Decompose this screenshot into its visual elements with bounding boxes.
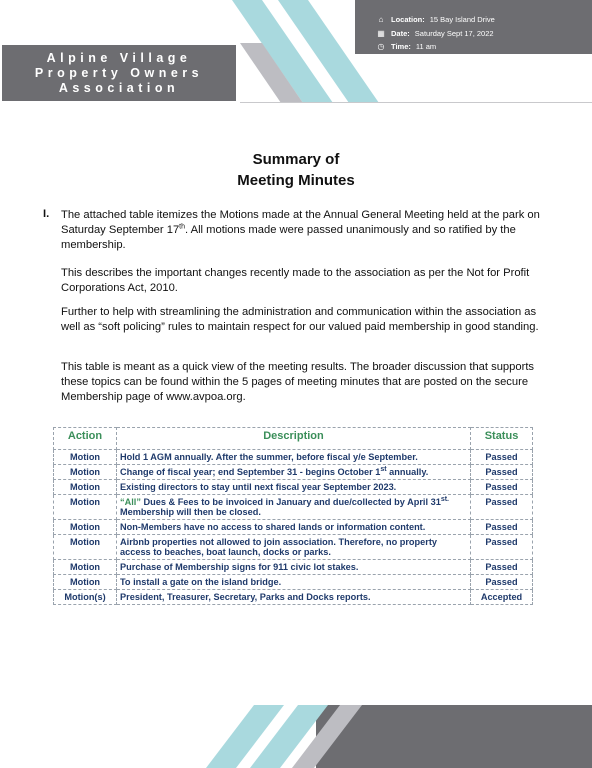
- row-description: Hold 1 AGM annually. After the summer, before fiscal y/e September.: [117, 450, 471, 465]
- row-status: Passed: [471, 560, 533, 575]
- row-action: Motion: [54, 520, 117, 535]
- clock-icon: ◷: [377, 42, 385, 51]
- paragraph-1-text-b: . All motions made were passed unanimously and so ratified by the membership.: [61, 224, 516, 251]
- row-action: Motion: [54, 575, 117, 590]
- row-description-sup: st: [380, 465, 387, 473]
- row-action: Motion: [54, 450, 117, 465]
- org-title: [2, 45, 236, 101]
- table-row: [54, 450, 533, 465]
- row-action: Motion(s): [54, 590, 117, 605]
- paragraph-4: This table is meant as a quick view of the meeting results. The broader discussion that supports these topics can be found within the 5 pages of meeting minutes that are posted on the secure Membership page of www.avpoa.org.: [61, 361, 535, 403]
- row-description-text-b: Membership will then be closed.: [120, 507, 261, 517]
- table-row: [54, 535, 533, 560]
- time-label: Time:: [391, 42, 411, 51]
- row-description-text-b: annually.: [386, 467, 429, 477]
- row-action: Motion: [54, 465, 117, 480]
- row-description-text-a: Change of fiscal year; end September 31 - begins October 1: [120, 467, 381, 477]
- header-action: Action: [54, 428, 117, 450]
- doc-title-line-2: Meeting Minutes: [237, 172, 355, 189]
- row-action: Motion: [54, 535, 117, 560]
- table-row: [54, 480, 533, 495]
- row-description: Purchase of Membership signs for 911 civic lot stakes.: [117, 560, 471, 575]
- calendar-icon: ▦: [377, 29, 385, 38]
- location-label: Location:: [391, 15, 425, 24]
- row-description: President, Treasurer, Secretary, Parks and Docks reports.: [117, 590, 471, 605]
- footer-dark-panel: [316, 705, 592, 768]
- row-description: Non-Members have no access to shared lands or information content.: [117, 520, 471, 535]
- row-description: [117, 465, 471, 480]
- date-value: Saturday Sept 17, 2022: [414, 29, 494, 38]
- table-row: [54, 590, 533, 605]
- paragraph-1-sup: th: [179, 223, 186, 231]
- paragraph-1-text-a: The attached table itemizes the Motions made at the Annual General Meeting held at the park on Saturday September 17: [61, 209, 540, 236]
- paragraph-2: This describes the important changes recently made to the association as per the Not for Profit Corporations Act, 2010.: [61, 267, 530, 294]
- motions-table: [53, 427, 533, 605]
- location-row: [376, 15, 495, 24]
- footer-graphics: [0, 700, 592, 768]
- row-action: Motion: [54, 495, 117, 520]
- row-status: Passed: [471, 520, 533, 535]
- table-row: [54, 495, 533, 520]
- org-title-line-1: Alpine Village: [46, 50, 192, 65]
- row-description: [117, 495, 471, 520]
- doc-title-line-1: Summary of: [252, 151, 340, 168]
- row-action: Motion: [54, 560, 117, 575]
- org-title-box: [0, 43, 240, 103]
- org-title-line-3: Association: [58, 80, 180, 95]
- row-description: Airbnb properties not allowed to join association. Therefore, no property access to beaches, boat launch, docks or parks.: [117, 535, 471, 560]
- date-row: [376, 29, 494, 38]
- row-action: Motion: [54, 480, 117, 495]
- row-description: Existing directors to stay until next fiscal year September 2023.: [117, 480, 471, 495]
- table-row: [54, 465, 533, 480]
- row-status: Passed: [471, 450, 533, 465]
- row-status: Passed: [471, 480, 533, 495]
- header-description: Description: [117, 428, 471, 450]
- date-label: Date:: [391, 29, 410, 38]
- paragraph-1: [61, 208, 551, 253]
- row-status: Passed: [471, 495, 533, 520]
- row-description-text-a: Dues & Fees to be invoiced in January and due/collected by April 31: [140, 497, 441, 507]
- time-row: [376, 42, 436, 51]
- header-status: Status: [471, 428, 533, 450]
- section-number: I.: [43, 208, 50, 220]
- table-row: [54, 520, 533, 535]
- row-status: Accepted: [471, 590, 533, 605]
- row-status: Passed: [471, 465, 533, 480]
- org-title-line-2: Property Owners: [34, 65, 204, 80]
- table-row: [54, 575, 533, 590]
- home-icon: ⌂: [378, 15, 384, 24]
- row-description-highlight: “All”: [120, 497, 141, 507]
- row-status: Passed: [471, 575, 533, 590]
- location-value: 15 Bay Island Drive: [429, 15, 495, 24]
- row-description: To install a gate on the island bridge.: [117, 575, 471, 590]
- row-status: Passed: [471, 535, 533, 560]
- row-description-sup: st.: [440, 495, 449, 503]
- table-header-row: [54, 428, 533, 450]
- table-row: [54, 560, 533, 575]
- time-value: 11 am: [415, 42, 437, 51]
- paragraph-3: Further to help with streamlining the administration and communication within the association as well as “soft policing” rules to maintain respect for our valued paid membership in good standing.: [61, 306, 539, 333]
